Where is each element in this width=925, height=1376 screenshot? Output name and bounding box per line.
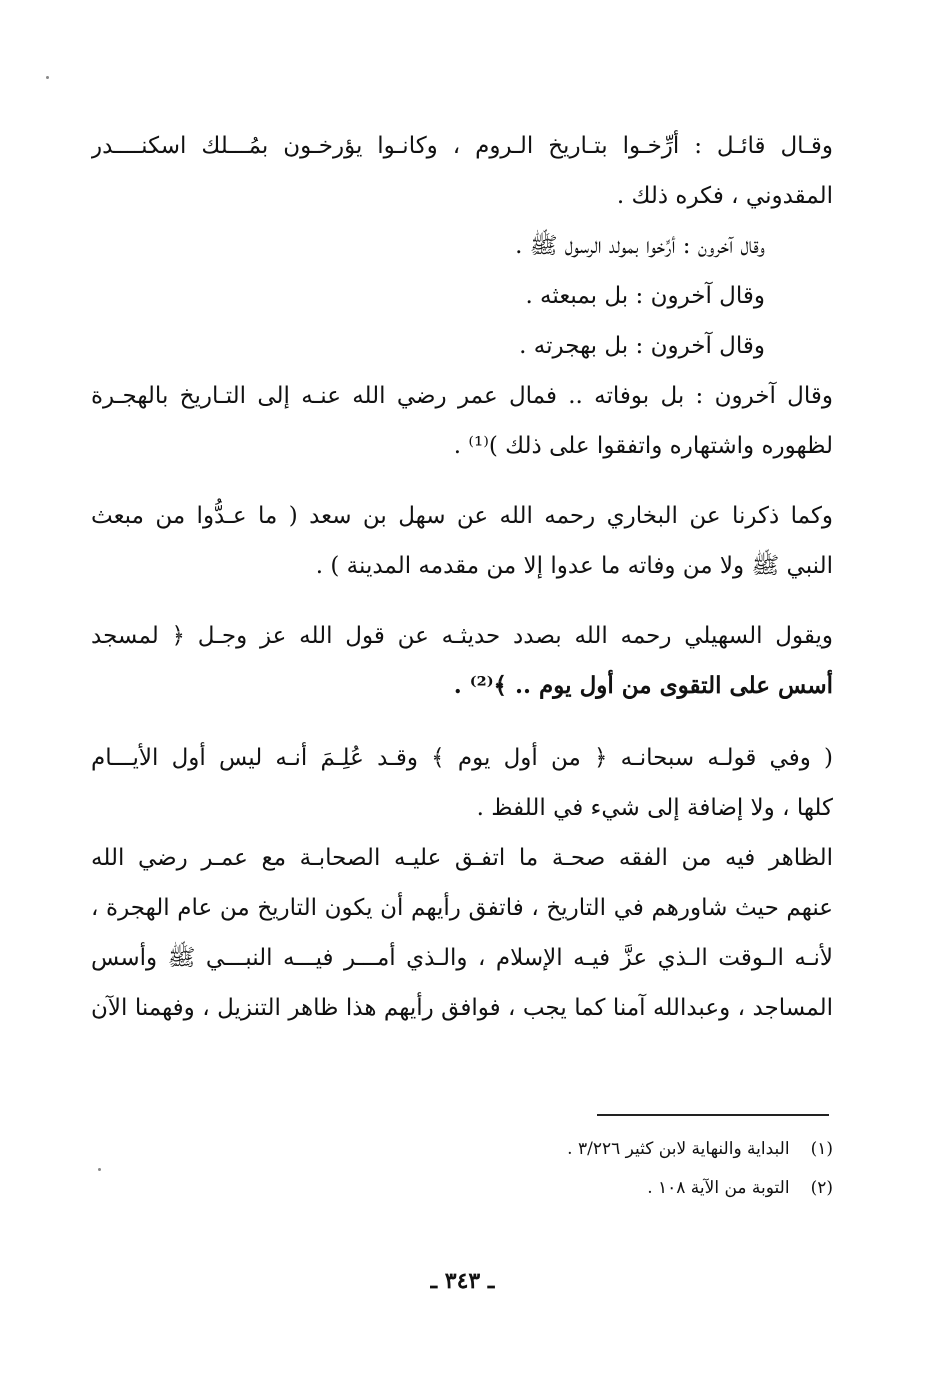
footnote-1 (333, 1134, 833, 1164)
footnote-separator (597, 1114, 829, 1116)
footnote-2-text: التوبة من الآية ١٠٨ . (647, 1178, 790, 1198)
body-line-11: أسس على التقوى من أول يوم .. ﴾⁽²⁾ . (453, 672, 833, 699)
body-line-7: لظهوره واشتهاره واتفقوا على ذلك )⁽¹⁾ . (453, 433, 833, 459)
body-line-15: عنهم حيث شاورهم في التاريخ ، فاتفق رأيهم أن يكون التاريخ من عام الهجرة ، (91, 895, 833, 921)
body-line-5: وقال آخرون : بل بهجرته . (519, 333, 765, 359)
body-line-12: ( وفي قولـه سبحانـه ﴿ من أول يوم ﴾ وقـد عُلِـمَ أنـه ليس أول الأيـــام (91, 745, 833, 771)
footnote-2-number: (٢) (810, 1178, 833, 1198)
body-line-16: لأنـه الـوقت الـذي عزَّ فيـه الإسلام ، والـذي أمـــر فيـــه النبـــي ﷺ وأسس (91, 945, 833, 971)
body-line-10: ويقول السهيلي رحمه الله بصدد حديثـه عن قول الله عز وجـل ﴿ لمسجد (91, 623, 833, 649)
scan-speck (46, 76, 49, 79)
page-number: ـ ٣٤٣ ـ (430, 1268, 495, 1294)
body-line-17: المساجد ، وعبدالله آمنا كما يجب ، فوافق رأيهم هذا ظاهر التنزيل ، وفهمنا الآن (91, 995, 833, 1021)
body-line-13: كلها ، ولا إضافة إلى شيء في اللفظ . (476, 795, 833, 821)
body-line-4: وقال آخرون : بل بمبعثه . (525, 283, 765, 309)
body-line-9: النبي ﷺ ولا من وفاته ما عدوا إلا من مقدمه المدينة ) . (315, 553, 833, 579)
body-line-6: وقال آخرون : بل بوفاته .. فمال عمر رضي الله عنـه إلى التـاريخ بالهجـرة (91, 383, 833, 409)
body-line-8: وكما ذكرنا عن البخاري رحمه الله عن سهل بن سعد ( ما عـدُّوا من مبعث (91, 503, 833, 529)
scan-speck (98, 1168, 101, 1171)
footnote-1-number: (١) (810, 1139, 833, 1159)
body-line-1: وقـال قائـل : أرِّخـوا بتـاريخ الـروم ، وكانـوا يؤرخـون بمُـــلك اسكنــــدر (91, 133, 833, 159)
footnote-2 (333, 1173, 833, 1203)
body-line-14: الظاهر فيه من الفقه صحـة ما اتفـق عليـه الصحابـة مع عمـر رضي الله (91, 845, 833, 871)
body-line-2: المقدوني ، فكره ذلك . (616, 183, 833, 209)
body-line-3: وقال آخرون : أرِّخوا بمولد الرسول ﷺ . (515, 233, 765, 259)
footnote-1-text: البداية والنهاية لابن كثير ٣/٢٢٦ . (567, 1139, 790, 1159)
